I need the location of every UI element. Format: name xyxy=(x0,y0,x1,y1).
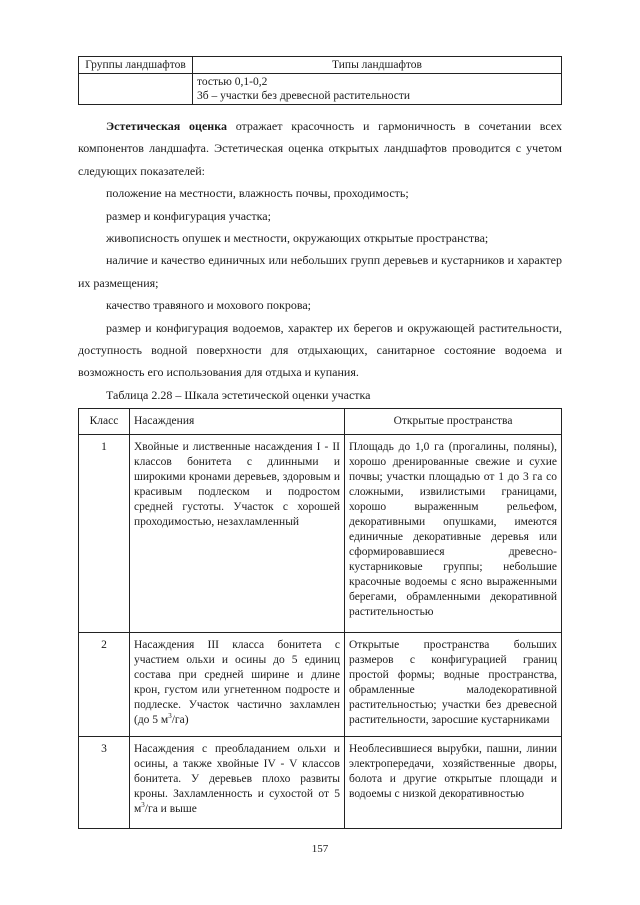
col-header-landscape-groups: Группы ландшафтов xyxy=(79,57,193,74)
table-caption: Таблица 2.28 – Шкала эстетической оценки участка xyxy=(106,387,371,402)
aesthetic-scale-table xyxy=(78,408,562,829)
list-item: положение на местности, влажность почвы, проходимость; xyxy=(106,186,409,201)
landscape-line-2: 3б – участки без древесной растительности xyxy=(197,90,411,102)
superscript: 3 xyxy=(168,712,172,721)
continuation-table xyxy=(78,56,562,105)
class-cell: 2 xyxy=(79,632,130,736)
header-open-spaces: Открытые пространства xyxy=(345,408,562,434)
page-number: 157 xyxy=(311,843,329,855)
class-cell: 1 xyxy=(79,434,130,632)
class-cell: 3 xyxy=(79,736,130,828)
header-class: Класс xyxy=(79,408,130,434)
stands-text: Насаждения с преобладанием ольхи и осины, а также хвойные IV - V классов бонитета. У деревьев плохо развиты кроны. Захламленность и сухостой от 5 м xyxy=(134,742,340,815)
intro-text: отражает красочность и гармоничность в сочетании всех компонентов ландшафта. Эстетическая оценка открытых ландшафтов проводится с учетом следующих показателей: xyxy=(78,119,562,178)
table-row xyxy=(79,736,562,828)
list-item: наличие и качество единичных или небольших групп деревьев и кустарников и характер их размещения; xyxy=(78,253,562,290)
landscape-line-1: тостью 0,1-0,2 xyxy=(197,76,268,88)
landscape-type-cell xyxy=(193,74,562,105)
open-spaces-cell: Открытые пространства больших размеров с конфигурацией границ простой формы; водные пространства, обрамленные малодекоративной растительностью; участки без древесной растительности, заросшие кустарниками xyxy=(345,632,562,736)
list-item: размер и конфигурация участка; xyxy=(106,208,271,223)
table-row xyxy=(79,434,562,632)
stands-text-end: /га) xyxy=(171,713,189,726)
superscript: 3 xyxy=(141,801,145,810)
table-row xyxy=(79,632,562,736)
list-item: живописность опушек и местности, окружающих открытые пространства; xyxy=(106,231,489,246)
stands-cell xyxy=(130,632,345,736)
page-content xyxy=(78,56,562,829)
list-item: качество травяного и мохового покрова; xyxy=(106,298,311,313)
intro-paragraph xyxy=(78,115,562,182)
intro-bold-term: Эстетическая оценка xyxy=(106,119,227,133)
list-item: размер и конфигурация водоемов, характер их берегов и окружающей растительности, доступность водной поверхности для отдыхающих, санитарное состояние водоема и возможность его использования для отдыха и купания. xyxy=(78,320,562,380)
empty-cell xyxy=(79,74,193,105)
open-spaces-cell: Необлесившиеся вырубки, пашни, линии электропередачи, хозяйственные дворы, болота и другие открытые площади и водоемы с низкой декоративностью xyxy=(345,736,562,828)
header-stands: Насаждения xyxy=(130,408,345,434)
open-spaces-cell: Площадь до 1,0 га (прогалины, поляны), хорошо дренированные свежие и сухие почвы; участки площадью от 1 до 3 га со сложными, извилистыми границами, хорошо выраженным рельефом, декоративными опушками, имеются единичные декоративные деревья или сформировавшиеся древесно-кустарниковые группы; небольшие красочные водоемы с ясно выраженными берегами, обрамленными декоративной растительностью xyxy=(345,434,562,632)
stands-cell xyxy=(130,736,345,828)
stands-cell: Хвойные и лиственные насаждения I - II классов бонитета с длинными и широкими кронами деревьев, здоровым и красивым подлеском и подростом средней густоты. Участок с хорошей проходимостью, незахламленный xyxy=(130,434,345,632)
col-header-landscape-types: Типы ландшафтов xyxy=(193,57,562,74)
stands-text-end: /га и выше xyxy=(144,802,197,815)
stands-text: Насаждения III класса бонитета с участием ольхи и осины до 5 единиц состава при средней ширине и длине крон, густом или угнетенном подросте и подлеске. Участок частично захламлен (до 5 м xyxy=(134,638,340,726)
